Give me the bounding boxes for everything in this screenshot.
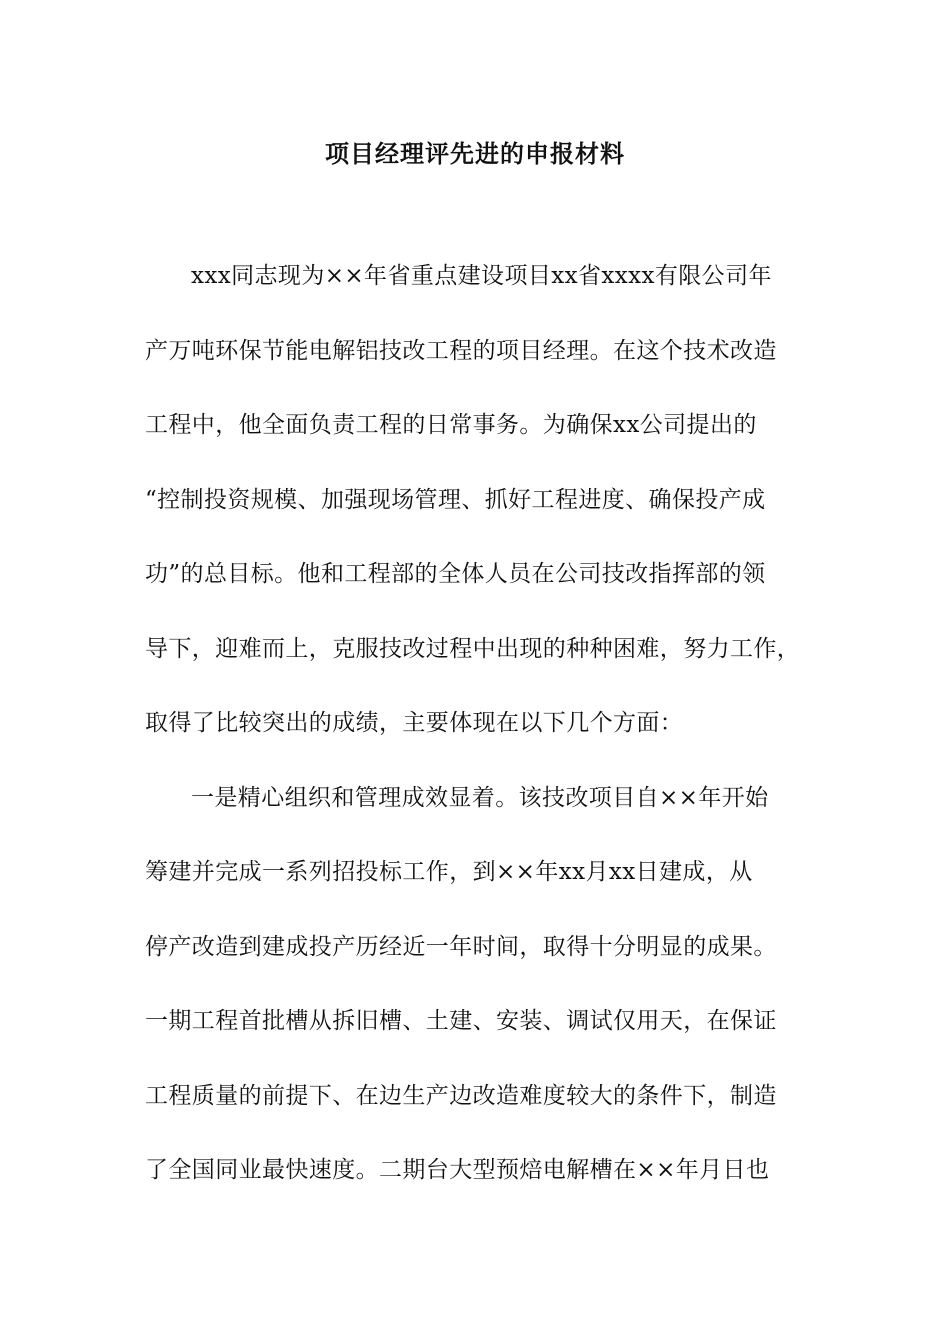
paragraph-line: 产万吨环保节能电解铝技改工程的项目经理。在这个技术改造	[145, 337, 777, 364]
paragraph-line: 工程中，他全面负责工程的日常事务。为确保xx公司提出的	[145, 412, 757, 438]
paragraph-line: xxx同志现为××年省重点建设项目xx省xxxx有限公司年	[191, 263, 772, 289]
document-body	[145, 256, 815, 1225]
paragraph-line: 一是精心组织和管理成效显着。该技改项目自××年开始	[191, 784, 769, 811]
paragraph-line: 了全国同业最快速度。二期台大型预焙电解槽在××年月日也	[145, 1157, 770, 1183]
paragraph-line: 工程质量的前提下、在边生产边改造难度较大的条件下，制造	[145, 1082, 777, 1109]
paragraph-line: “控制投资规模、加强现场管理、抓好工程进度、确保投产成	[145, 486, 766, 513]
paragraph-line: 一期工程首批槽从拆旧槽、土建、安装、调试仅用天，在保证	[145, 1008, 777, 1034]
document-title: 项目经理评先进的申报材料	[325, 139, 625, 168]
paragraph-line: 功”的总目标。他和工程部的全体人员在公司技改指挥部的领	[145, 561, 766, 587]
paragraph-line: 取得了比较突出的成绩，主要体现在以下几个方面：	[145, 710, 684, 736]
paragraph-line: 导下，迎难而上，克服技改过程中出现的种种困难，努力工作，	[145, 635, 801, 662]
paragraph-line: 停产改造到建成投产历经近一年时间，取得十分明显的成果。	[145, 933, 777, 960]
paragraph-line: 筹建并完成一系列招投标工作，到××年xx月xx日建成，从	[145, 859, 753, 885]
